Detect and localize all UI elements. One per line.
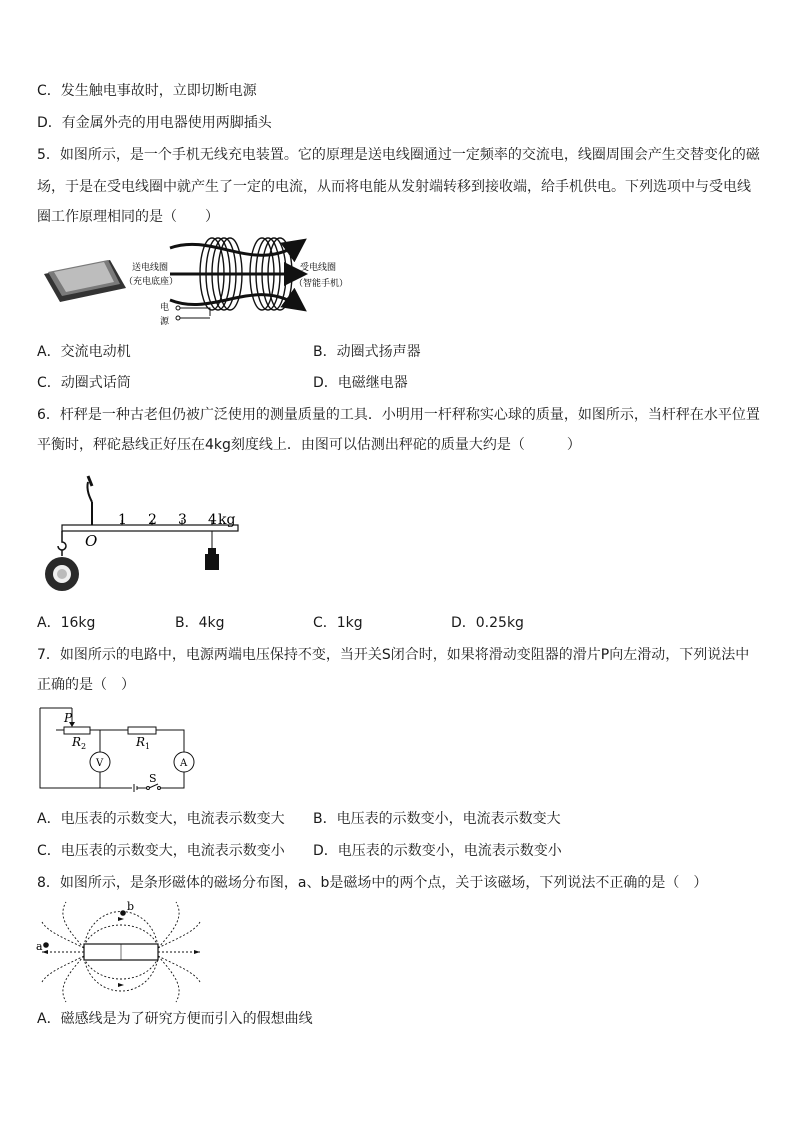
tick-label-4: 4 [208,512,217,528]
q5-option-a[interactable]: A．交流电动机 [37,344,131,360]
r1-subscript: 1 [145,742,151,751]
phone-charger-image [44,260,126,302]
q5-option-d[interactable]: D．电磁继电器 [313,375,408,391]
circuit-figure [36,702,216,802]
q6-option-c[interactable]: C．1kg [313,615,363,631]
ammeter-label: A [180,758,188,769]
switch-label-s: S [149,772,157,785]
q7-option-d[interactable]: D．电压表的示数变小，电流表示数变小 [313,843,562,859]
q7-option-a[interactable]: A．电压表的示数变大，电流表示数变大 [37,811,285,827]
pivot-label-o: O [85,532,98,550]
q7-option-b[interactable]: B．电压表的示数变小，电流表示数变大 [313,811,561,827]
power-label-1: 电 [160,303,170,313]
q8-option-a[interactable]: A．磁感线是为了研究方便而引入的假想曲线 [37,1011,313,1027]
q6-text-line-1: 6．杆秤是一种古老但仍被广泛使用的测量质量的工具．小明用一杆秤称实心球的质量，如图所示，当杆秤在水平位置 [37,407,760,423]
option-c-prev: C．发生触电事故时，立即切断电源 [37,83,257,99]
point-b [120,910,126,916]
slider-label-p: P [64,711,73,725]
power-label-2: 源 [160,317,170,327]
tick-label-2: 2 [148,512,157,528]
point-a-label: a [36,940,43,953]
tick-label-1: 1 [118,512,127,528]
r1-label: R [136,735,146,749]
q7-text-line-1: 7．如图所示的电路中，电源两端电压保持不变，当开关S闭合时，如果将滑动变阻器的滑片P向左滑动，下列说法中 [37,647,750,663]
q5-text-line-3: 圈工作原理相同的是（ ） [37,209,219,225]
unit-label-kg: kg [218,512,236,528]
q5-option-c[interactable]: C．动圈式话筒 [37,375,131,391]
q7-text-line-2: 正确的是（ ） [37,677,135,693]
q5-text-line-2: 场，于是在受电线圈中就产生了一定的电流，从而将电能从发射端转移到接收端，给手机供电。下列选项中与受电线 [37,179,751,195]
r2-label: R [72,735,82,749]
send-coil-sub-label: （充电底座） [124,277,179,287]
point-a [43,942,49,948]
bar-magnet-field-figure [36,898,206,1004]
counterweight [205,554,219,570]
q7-option-c[interactable]: C．电压表的示数变大，电流表示数变小 [37,843,285,859]
q6-option-a[interactable]: A．16kg [37,615,96,631]
q6-option-b[interactable]: B．4kg [175,615,225,631]
q5-text-line-1: 5．如图所示，是一个手机无线充电装置。它的原理是送电线圈通过一定频率的交流电，线圈周围会产生交替变化的磁 [37,147,760,163]
recv-coil-sub-label: （智能手机） [294,279,349,289]
q8-text-line-1: 8．如图所示，是条形磁体的磁场分布图，a、b是磁场中的两个点，关于该磁场，下列说法不正确的是（ ） [37,875,708,891]
wireless-charger-figure [40,234,370,334]
q5-option-b[interactable]: B．动圈式扬声器 [313,344,421,360]
r2-subscript: 2 [81,742,87,751]
point-b-label: b [127,900,135,913]
recv-coil-label: 受电线圈 [300,263,337,273]
voltmeter-label: V [96,758,104,769]
tick-label-3: 3 [178,512,187,528]
option-d-prev: D．有金属外壳的用电器使用两脚插头 [37,115,272,131]
q6-option-d[interactable]: D．0.25kg [451,615,524,631]
steelyard-figure [40,472,250,602]
q6-text-line-2: 平衡时，秤砣悬线正好压在4kg刻度线上．由图可以估测出秤砣的质量大约是（ ） [37,437,581,453]
send-coil-label: 送电线圈 [132,263,169,273]
